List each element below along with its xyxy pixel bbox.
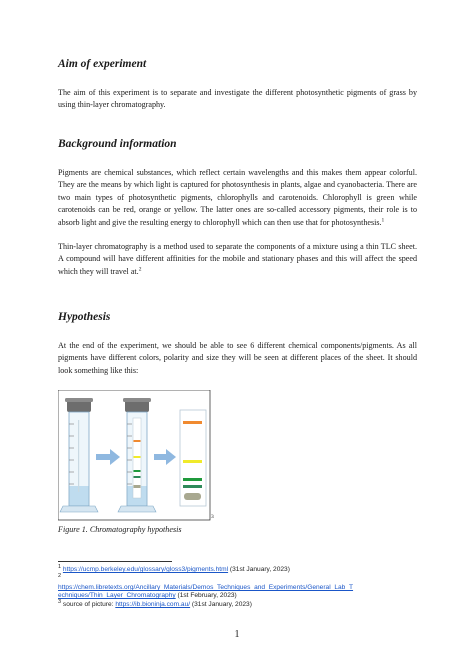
aim-heading: Aim of experiment xyxy=(58,58,147,70)
page-number: 1 xyxy=(234,629,240,640)
footnote-2 xyxy=(58,584,418,600)
background-paragraph-1-text: Pigments are chemical substances, which reflect certain wavelengths and this makes them appear colorful. They are the means by which light is captured for photosynthesis in plants, algae and cyanobacteria. There are two main types of photosynthetic pigments, chlorophylls and carotenoids. Chlorophyll is green while carotenoids can be red, orange or yellow. The latter ones are so-called accessory pigments, their role is to absorb light and give the resulting energy to chlorophyll which can then use that for photosynthesis. xyxy=(58,168,417,227)
hypothesis-heading: Hypothesis xyxy=(58,311,111,323)
footnote-1-link[interactable]: https://ucmp.berkeley.edu/glossary/gloss3/pigments.html xyxy=(62,566,229,573)
band-yellow xyxy=(183,460,202,463)
figure-caption: Figure 1. Chromatography hypothesis xyxy=(58,525,182,534)
tlc-sheet xyxy=(180,410,206,506)
band-orange xyxy=(183,421,202,424)
background-paragraph-1 xyxy=(58,167,417,229)
band-green xyxy=(183,485,202,488)
arrow-2 xyxy=(154,449,176,465)
footnote-ref-2: 2 xyxy=(138,266,142,273)
footnote-3-prefix: source of picture: xyxy=(61,601,116,608)
band-green-dark xyxy=(183,478,202,481)
band-grey xyxy=(184,493,201,500)
footnote-2-num: 2 xyxy=(58,572,62,579)
figure-ref-3: 3 xyxy=(211,514,214,520)
chromatography-figure xyxy=(58,390,220,527)
chromatography-illustration xyxy=(58,390,220,522)
footnote-3-num: 3 xyxy=(58,598,62,605)
footnote-3-note: (31st January, 2023) xyxy=(190,601,252,608)
footnote-1-num: 1 xyxy=(58,563,62,570)
graduated-cylinder-1 xyxy=(60,398,98,512)
footnote-3-link[interactable]: https://ib.bioninja.com.au/ xyxy=(115,601,191,608)
footnote-3 xyxy=(58,598,418,609)
arrow-1 xyxy=(96,449,120,465)
background-paragraph-2 xyxy=(58,241,417,278)
footnote-2-num-line xyxy=(58,572,418,583)
footnote-divider xyxy=(58,561,172,562)
hypothesis-paragraph: At the end of the experiment, we should be able to see 6 different chemical components/pigments. As all pigments have different colors, polarity and size they will be seen at different places of the sheet. It should look something like this: xyxy=(58,341,417,375)
graduated-cylinder-2 xyxy=(118,398,156,512)
footnote-2-link-line1[interactable]: https://chem.libretexts.org/Ancillary_Materials/Demos_Techniques_and_Experiments/General_Lab_T xyxy=(58,584,354,591)
footnote-2-link-line2[interactable]: echniques/Thin_Layer_Chromatography xyxy=(58,592,176,599)
aim-paragraph: The aim of this experiment is to separate and investigate the different photosynthetic pigments of grass by using thin-layer chromatography. xyxy=(58,88,417,110)
footnote-1 xyxy=(58,563,418,574)
footnote-1-note: (31st January, 2023) xyxy=(228,566,290,573)
background-heading: Background information xyxy=(58,138,177,150)
footnote-ref-1: 1 xyxy=(381,216,385,223)
footnote-2-note: (1st February, 2023) xyxy=(175,592,237,599)
background-paragraph-2-text: Thin-layer chromatography is a method used to separate the components of a mixture using a thin TLC sheet. A compound will have different affinities for the mobile and stationary phases and this will affect the speed which they will travel at. xyxy=(58,242,417,276)
